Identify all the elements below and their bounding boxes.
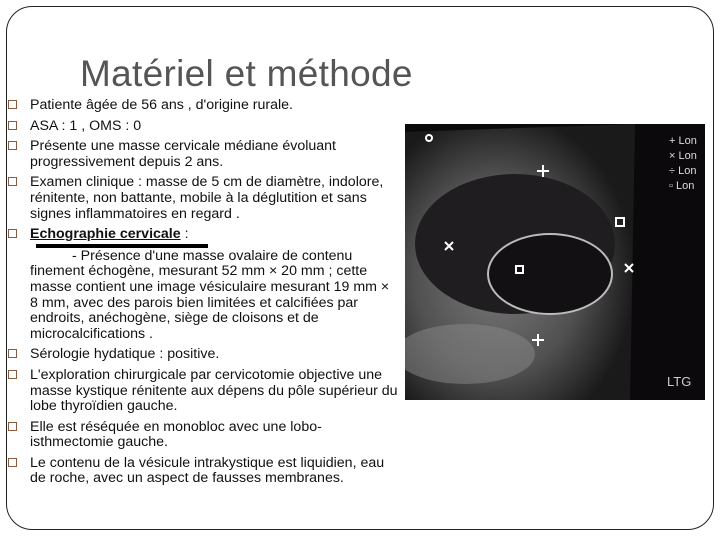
ultrasound-image: [405, 124, 705, 400]
measurement-legend: + Lon × Lon ÷ Lon ▫ Lon: [669, 135, 697, 192]
bullet-list: [8, 98, 398, 492]
bullet-icon: [8, 121, 17, 130]
list-item: Elle est réséquée en monobloc avec une lobo-isthmectomie gauche.: [8, 420, 398, 451]
bullet-icon: [8, 458, 17, 467]
list-item: Echographie cervicale : - Présence d'une masse ovalaire de contenu finement échogène, mesurant 52 mm × 20 mm ; cette masse contient une image vésiculaire mesurant 19 mm × 8 mm, avec des parois bien limitées et calcifiées par endroits, anéchogène, siège de cloisons et de microcalcifications .: [8, 227, 398, 342]
slide-title: Matériel et méthode: [80, 53, 413, 94]
bullet-icon: [8, 422, 17, 431]
bullet-icon: [8, 100, 17, 109]
list-item: Examen clinique : masse de 5 cm de diamètre, indolore, rénitente, non battante, mobile à la déglutition et sans signes inflammatoires en regard .: [8, 175, 398, 222]
list-item: Présente une masse cervicale médiane évoluant progressivement depuis 2 ans.: [8, 139, 398, 170]
list-item: Le contenu de la vésicule intrakystique est liquidien, eau de roche, avec un aspect de fausses membranes.: [8, 456, 398, 487]
list-item: ASA : 1 , OMS : 0: [8, 119, 398, 135]
bullet-icon: [8, 370, 17, 379]
bullet-icon: [8, 229, 17, 238]
bullet-icon: [8, 177, 17, 186]
bullet-icon: [8, 349, 17, 358]
list-item: Patiente âgée de 56 ans , d'origine rurale.: [8, 98, 398, 114]
echo-heading: Echographie cervicale: [30, 226, 181, 243]
list-item: L'exploration chirurgicale par cervicotomie objective une masse kystique rénitente aux dépens du pôle supérieur du lobe thyroïdien gauche.: [8, 368, 398, 415]
bullet-icon: [8, 141, 17, 150]
ultrasound-scan: [405, 124, 705, 400]
scan-label: LTG: [667, 374, 692, 389]
list-item: Sérologie hydatique : positive.: [8, 347, 398, 363]
